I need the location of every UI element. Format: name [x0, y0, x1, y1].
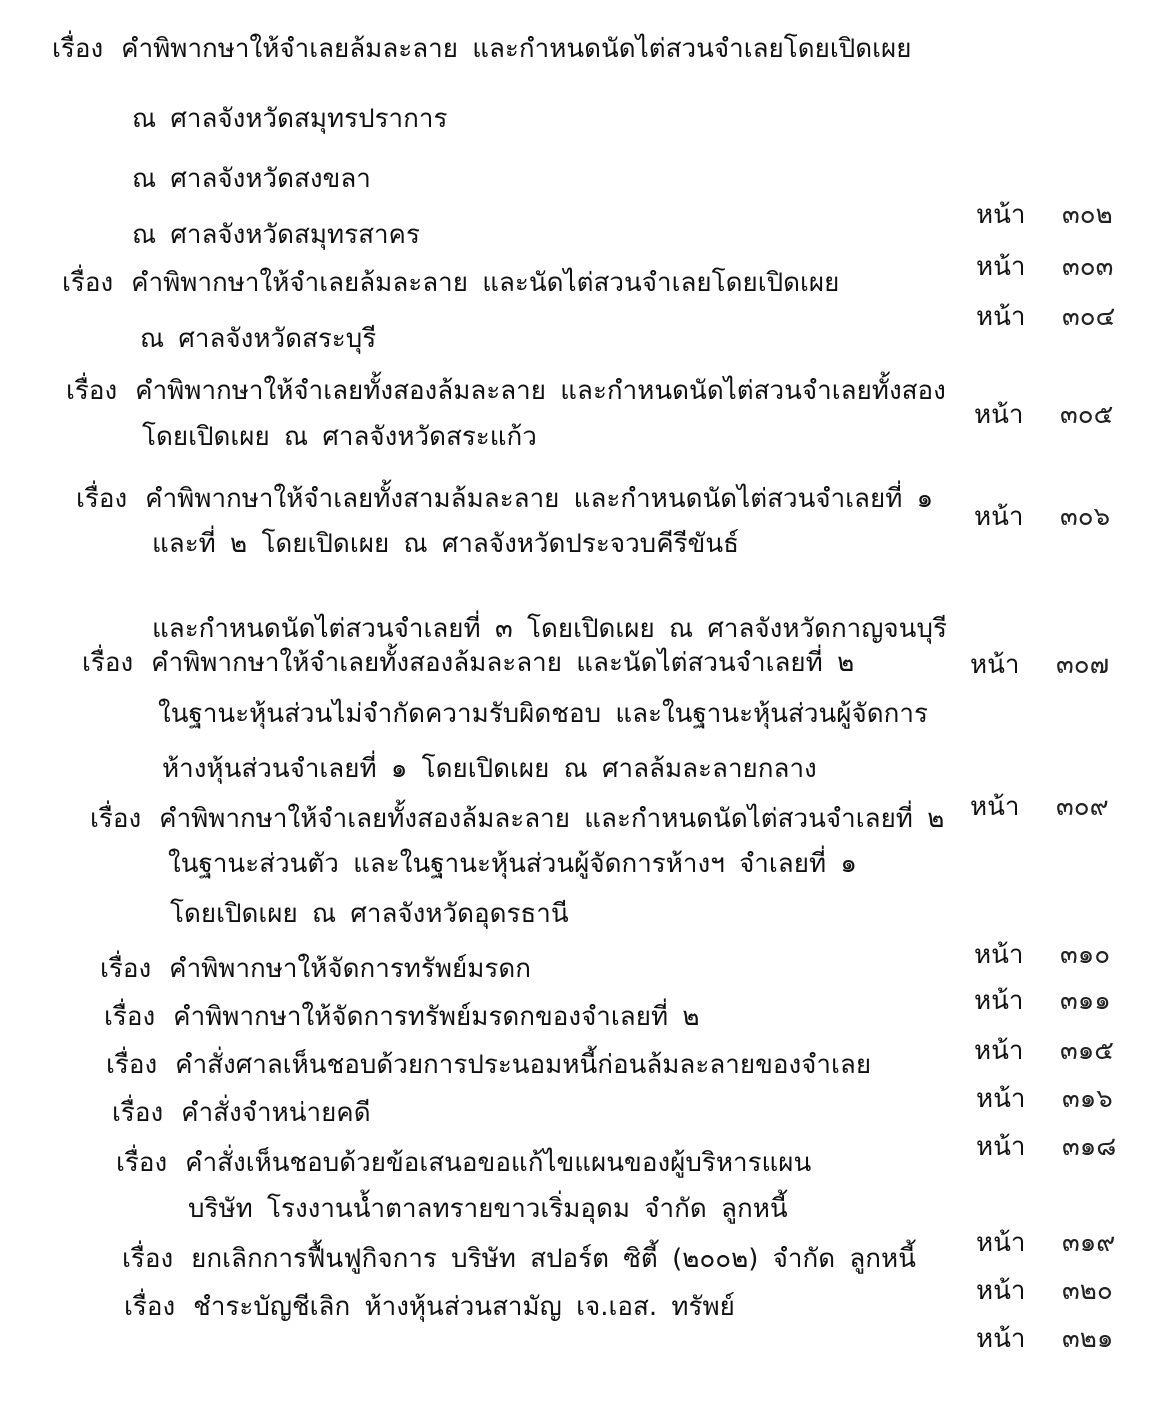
page-number: ๓๒๐	[1062, 1276, 1113, 1306]
entry-text: คำพิพากษาให้จัดการทรัพย์มรดกของจำเลยที่ ๒	[173, 1002, 700, 1032]
page-number: ๓๑๕	[1060, 1036, 1114, 1066]
page-word: หน้า	[974, 400, 1024, 430]
entry-label: เรื่อง	[62, 268, 114, 298]
page-reference	[976, 302, 1115, 332]
page-word: หน้า	[976, 302, 1026, 332]
entry-continuation-line	[142, 422, 537, 452]
entry-continuation-line	[132, 104, 447, 134]
page-word: หน้า	[976, 1324, 1026, 1354]
entry-continuation-line	[132, 164, 371, 194]
entry-title-line	[112, 1098, 371, 1128]
page-reference	[976, 1132, 1116, 1162]
entry-continuation-line	[132, 220, 420, 250]
entry-text: ห้างหุ้นส่วนจำเลยที่ ๑ โดยเปิดเผย ณ ศาลล้มละลายกลาง	[162, 754, 817, 784]
page-number: ๓๐๗	[1056, 650, 1110, 680]
entry-continuation-line	[162, 754, 817, 784]
entry-label: เรื่อง	[100, 954, 152, 984]
entry-title-line	[100, 954, 531, 984]
entry-label: เรื่อง	[90, 804, 142, 834]
page-reference	[974, 1036, 1114, 1066]
entry-label: เรื่อง	[122, 1244, 174, 1274]
entry-text: คำพิพากษาให้จำเลยล้มละลาย และกำหนดนัดไต่สวนจำเลยโดยเปิดเผย	[121, 34, 912, 64]
entry-text: ยกเลิกการฟื้นฟูกิจการ บริษัท สปอร์ต ซิตี้ (๒๐๐๒) จำกัด ลูกหนี้	[191, 1244, 916, 1274]
page-number: ๓๐๔	[1062, 302, 1116, 332]
entry-text: โดยเปิดเผย ณ ศาลจังหวัดสระแก้ว	[142, 422, 537, 452]
entry-continuation-line	[152, 614, 947, 644]
entry-label: เรื่อง	[124, 1292, 176, 1322]
entry-text: ณ ศาลจังหวัดสมุทรปราการ	[132, 104, 448, 134]
page-number: ๓๑๐	[1060, 940, 1111, 970]
page-reference	[976, 1084, 1113, 1114]
entry-title-line	[90, 804, 944, 834]
page-word: หน้า	[974, 502, 1024, 532]
page-word: หน้า	[976, 200, 1026, 230]
page-number: ๓๑๑	[1060, 986, 1111, 1016]
page-number: ๓๐๖	[1060, 502, 1111, 532]
entry-title-line	[106, 1050, 871, 1080]
entry-continuation-line	[158, 699, 928, 729]
page-reference	[976, 252, 1113, 282]
page-reference	[976, 1228, 1115, 1258]
entry-label: เรื่อง	[82, 648, 134, 678]
entry-label: เรื่อง	[66, 376, 118, 406]
page-reference	[976, 200, 1113, 230]
page-reference	[976, 1324, 1113, 1354]
page-word: หน้า	[976, 1228, 1026, 1258]
page-word: หน้า	[976, 252, 1026, 282]
page-word: หน้า	[974, 1036, 1024, 1066]
entry-label: เรื่อง	[112, 1098, 164, 1128]
entry-text: คำพิพากษาให้จำเลยทั้งสองล้มละลาย และกำหนดนัดไต่สวนจำเลยทั้งสอง	[135, 376, 946, 406]
entry-text: คำพิพากษาให้จำเลยทั้งสามล้มละลาย และกำหนดนัดไต่สวนจำเลยที่ ๑	[145, 484, 934, 514]
page-number: ๓๐๙	[1056, 792, 1109, 822]
page-number: ๓๑๖	[1062, 1084, 1113, 1114]
entry-text: บริษัท โรงงานน้ำตาลทรายขาวเริ่มอุดม จำกัด ลูกหนี้	[188, 1194, 788, 1224]
entry-continuation-line	[140, 324, 376, 354]
entry-text: คำพิพากษาให้จำเลยทั้งสองล้มละลาย และนัดไต่สวนจำเลยที่ ๒	[151, 648, 855, 678]
entry-title-line	[124, 1292, 735, 1322]
entry-text: ณ ศาลจังหวัดสระบุรี	[140, 324, 377, 354]
entry-text: คำสั่งจำหน่ายคดี	[181, 1098, 371, 1128]
entry-title-line	[104, 1002, 700, 1032]
page-reference	[974, 940, 1110, 970]
entry-text: คำพิพากษาให้จัดการทรัพย์มรดก	[169, 954, 531, 984]
entry-text: ในฐานะส่วนตัว และในฐานะหุ้นส่วนผู้จัดการห้างฯ จำเลยที่ ๑	[168, 849, 857, 879]
entry-text: ในฐานะหุ้นส่วนไม่จำกัดความรับผิดชอบ และในฐานะหุ้นส่วนผู้จัดการ	[158, 699, 928, 729]
page-word: หน้า	[974, 940, 1024, 970]
entry-title-line	[62, 268, 839, 298]
entry-continuation-line	[170, 899, 569, 929]
entry-text: คำสั่งศาลเห็นชอบด้วยการประนอมหนี้ก่อนล้มละลายของจำเลย	[175, 1050, 872, 1080]
entry-label: เรื่อง	[104, 1002, 156, 1032]
entry-title-line	[66, 376, 946, 406]
page-word: หน้า	[976, 1276, 1026, 1306]
entry-label: เรื่อง	[52, 34, 104, 64]
entry-text: คำสั่งเห็นชอบด้วยข้อเสนอขอแก้ไขแผนของผู้บริหารแผน	[185, 1148, 812, 1178]
entry-title-line	[76, 484, 933, 514]
entry-title-line	[116, 1148, 811, 1178]
page-word: หน้า	[970, 792, 1020, 822]
entry-text: โดยเปิดเผย ณ ศาลจังหวัดอุดรธานี	[170, 899, 569, 929]
page-word: หน้า	[974, 986, 1024, 1016]
page-reference	[970, 792, 1109, 822]
page-number: ๓๐๒	[1062, 200, 1113, 230]
entry-label: เรื่อง	[76, 484, 128, 514]
page-reference	[974, 986, 1111, 1016]
page-reference	[976, 1276, 1113, 1306]
page-reference	[974, 502, 1110, 532]
page-reference	[974, 400, 1113, 430]
entry-text: ณ ศาลจังหวัดสมุทรสาคร	[132, 220, 420, 250]
page-reference	[970, 650, 1109, 680]
entry-continuation-line	[188, 1194, 788, 1224]
entry-continuation-line	[168, 849, 857, 879]
page-word: หน้า	[976, 1084, 1026, 1114]
page-number: ๓๑๙	[1062, 1228, 1116, 1258]
entry-text: คำพิพากษาให้จำเลยล้มละลาย และนัดไต่สวนจำเลยโดยเปิดเผย	[131, 268, 840, 298]
entry-label: เรื่อง	[106, 1050, 158, 1080]
page-word: หน้า	[976, 1132, 1026, 1162]
page-number: ๓๐๕	[1060, 400, 1114, 430]
entry-text: และกำหนดนัดไต่สวนจำเลยที่ ๓ โดยเปิดเผย ณ ศาลจังหวัดกาญจนบุรี	[152, 614, 947, 644]
page-number: ๓๑๘	[1062, 1132, 1117, 1162]
entry-title-line	[82, 648, 854, 678]
entry-text: ณ ศาลจังหวัดสงขลา	[132, 164, 371, 194]
entry-text: คำพิพากษาให้จำเลยทั้งสองล้มละลาย และกำหนดนัดไต่สวนจำเลยที่ ๒	[159, 804, 945, 834]
page-number: ๓๐๓	[1062, 252, 1114, 282]
page-word: หน้า	[970, 650, 1020, 680]
page-number: ๓๒๑	[1062, 1324, 1114, 1354]
entry-text: และที่ ๒ โดยเปิดเผย ณ ศาลจังหวัดประจวบคีรีขันธ์	[152, 529, 739, 559]
entry-title-line	[52, 34, 912, 64]
entry-label: เรื่อง	[116, 1148, 168, 1178]
entry-text: ชำระบัญชีเลิก ห้างหุ้นส่วนสามัญ เจ.เอส. ทรัพย์	[193, 1292, 735, 1322]
entry-continuation-line	[152, 529, 739, 559]
entry-title-line	[122, 1244, 916, 1274]
